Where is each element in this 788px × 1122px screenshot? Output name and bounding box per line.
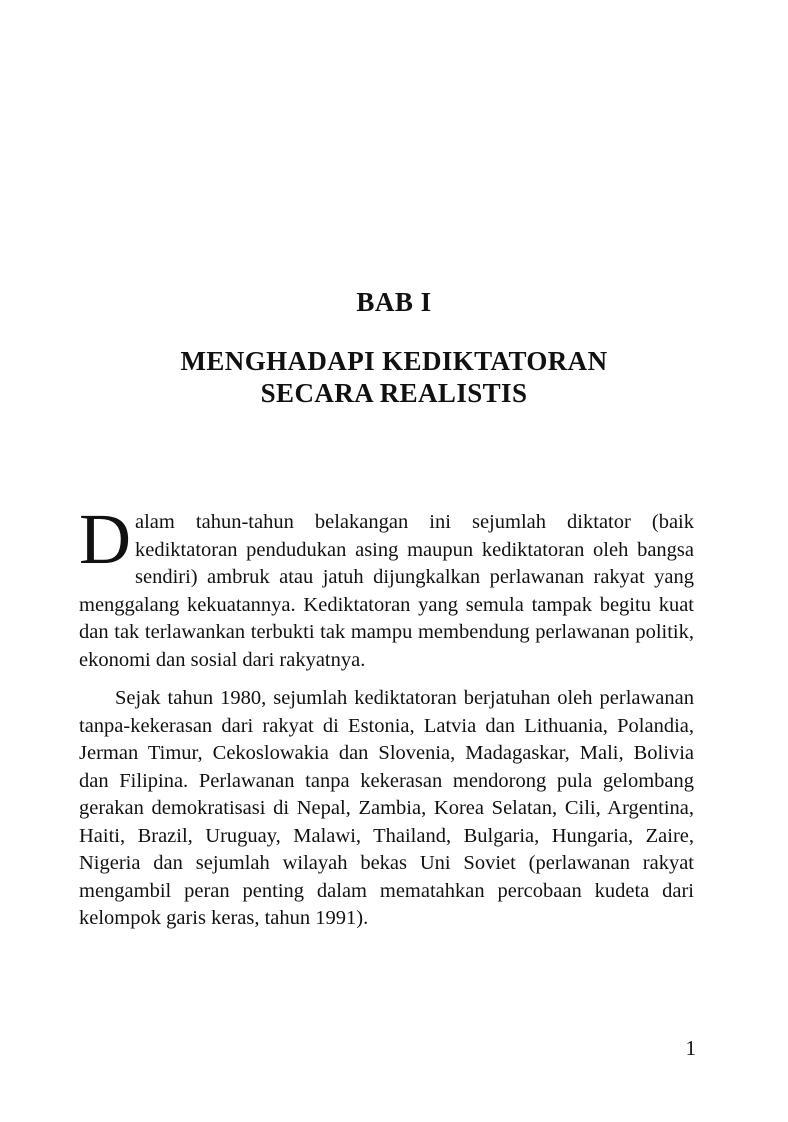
chapter-title-line-1: MENGHADAPI KEDIKTATORAN: [180, 346, 608, 376]
chapter-body: [79, 499, 694, 933]
paragraph-1-text: alam tahun-tahun belakangan ini sejumlah diktator (baik kediktatoran pendudukan asing maupun kediktatoran oleh bangsa sendiri) ambruk atau jatuh dijungkalkan perlawanan rakyat yang menggalang kekuatannya. Kediktatoran yang semula tampak begitu kuat dan tak terlawankan terbukti tak mampu membendung perlawanan politik, ekonomi dan sosial dari rakyatnya.: [79, 511, 694, 671]
chapter-title-line-2: SECARA REALISTIS: [260, 378, 528, 408]
paragraph-2: Sejak tahun 1980, sejumlah kediktatoran berjatuhan oleh perlawanan tanpa-kekerasan dari rakyat di Estonia, Latvia dan Lithuania, Polandia, Jerman Timur, Cekoslowakia dan Slovenia, Madagaskar, Mali, Bolivia dan Filipina. Perlawanan tanpa kekerasan mendorong pula gelombang gerakan demokratisasi di Nepal, Zambia, Korea Selatan, Cili, Argentina, Haiti, Brazil, Uruguay, Malawi, Thailand, Bulgaria, Hungaria, Zaire, Nigeria dan sejumlah wilayah bekas Uni Soviet (perlawanan rakyat mengambil peran penting dalam mematahkan percobaan kudeta dari kelompok garis keras, tahun 1991).: [79, 687, 694, 929]
drop-cap: D: [79, 499, 131, 579]
chapter-label: BAB I: [356, 287, 432, 317]
page-number: 1: [685, 1036, 696, 1060]
paragraph-1: [79, 499, 694, 674]
chapter-title: [0, 345, 788, 409]
